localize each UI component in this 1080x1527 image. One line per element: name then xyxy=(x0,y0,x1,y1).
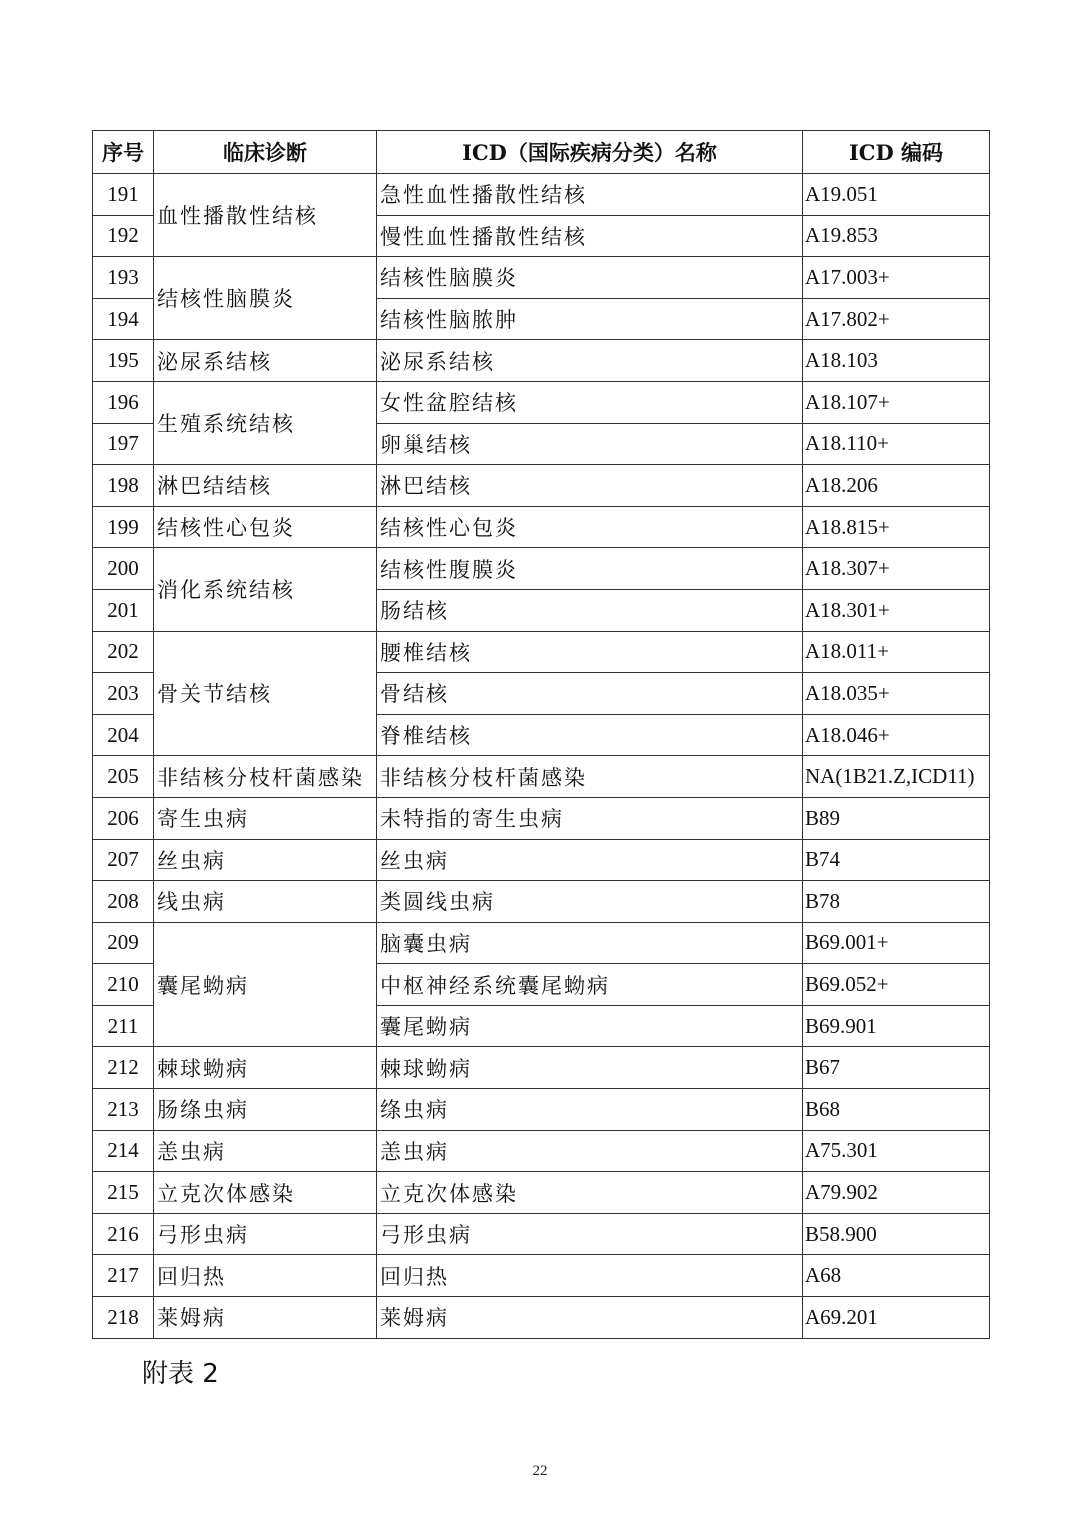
table-row xyxy=(93,465,990,507)
row-icd-name: 结核性腹膜炎 xyxy=(377,548,803,590)
row-icd-name: 囊尾蚴病 xyxy=(377,1005,803,1047)
table-row xyxy=(93,548,990,590)
row-icd-name: 立克次体感染 xyxy=(377,1172,803,1214)
row-icd-code: A18.301+ xyxy=(803,589,990,631)
header-serial: 序号 xyxy=(93,131,154,174)
row-clinical-diagnosis: 泌尿系结核 xyxy=(154,340,377,382)
row-icd-name: 非结核分枝杆菌感染 xyxy=(377,756,803,798)
row-icd-name: 女性盆腔结核 xyxy=(377,381,803,423)
row-serial: 217 xyxy=(93,1255,154,1297)
row-icd-code: A18.815+ xyxy=(803,506,990,548)
row-serial: 206 xyxy=(93,797,154,839)
row-icd-code: B89 xyxy=(803,797,990,839)
row-icd-code: A18.307+ xyxy=(803,548,990,590)
header-icd-code: ICD 编码 xyxy=(803,131,990,174)
row-clinical-diagnosis: 恙虫病 xyxy=(154,1130,377,1172)
row-serial: 204 xyxy=(93,714,154,756)
table-row xyxy=(93,381,990,423)
table-row xyxy=(93,881,990,923)
row-icd-code: A17.003+ xyxy=(803,257,990,299)
appendix-label: 附表 2 xyxy=(142,1359,219,1389)
row-serial: 203 xyxy=(93,673,154,715)
row-clinical-diagnosis: 血性播散性结核 xyxy=(154,174,377,257)
row-serial: 209 xyxy=(93,922,154,964)
row-clinical-diagnosis: 莱姆病 xyxy=(154,1297,377,1339)
header-icd-name: ICD（国际疾病分类）名称 xyxy=(377,131,803,174)
row-icd-code: A69.201 xyxy=(803,1297,990,1339)
row-icd-name: 回归热 xyxy=(377,1255,803,1297)
row-serial: 216 xyxy=(93,1213,154,1255)
table-row xyxy=(93,1255,990,1297)
table-row xyxy=(93,340,990,382)
row-icd-code: A18.011+ xyxy=(803,631,990,673)
row-serial: 200 xyxy=(93,548,154,590)
table-row xyxy=(93,1297,990,1339)
row-serial: 211 xyxy=(93,1005,154,1047)
row-serial: 202 xyxy=(93,631,154,673)
row-icd-code: A18.110+ xyxy=(803,423,990,465)
row-clinical-diagnosis: 立克次体感染 xyxy=(154,1172,377,1214)
row-icd-name: 慢性血性播散性结核 xyxy=(377,215,803,257)
row-icd-name: 弓形虫病 xyxy=(377,1213,803,1255)
header-clinical-diagnosis: 临床诊断 xyxy=(154,131,377,174)
table-row xyxy=(93,922,990,964)
row-serial: 197 xyxy=(93,423,154,465)
row-clinical-diagnosis: 棘球蚴病 xyxy=(154,1047,377,1089)
row-serial: 210 xyxy=(93,964,154,1006)
row-clinical-diagnosis: 弓形虫病 xyxy=(154,1213,377,1255)
row-clinical-diagnosis: 非结核分枝杆菌感染 xyxy=(154,756,377,798)
row-icd-name: 卵巢结核 xyxy=(377,423,803,465)
table-row xyxy=(93,506,990,548)
row-icd-code: B69.001+ xyxy=(803,922,990,964)
row-serial: 212 xyxy=(93,1047,154,1089)
row-clinical-diagnosis: 囊尾蚴病 xyxy=(154,922,377,1047)
row-icd-code: A18.035+ xyxy=(803,673,990,715)
row-serial: 207 xyxy=(93,839,154,881)
row-icd-code: A18.103 xyxy=(803,340,990,382)
row-icd-name: 脊椎结核 xyxy=(377,714,803,756)
table-header-row xyxy=(93,131,990,174)
row-icd-code: A17.802+ xyxy=(803,298,990,340)
row-icd-name: 淋巴结核 xyxy=(377,465,803,507)
row-clinical-diagnosis: 线虫病 xyxy=(154,881,377,923)
row-serial: 191 xyxy=(93,174,154,216)
row-icd-name: 肠结核 xyxy=(377,589,803,631)
table-body xyxy=(93,174,990,1339)
row-serial: 194 xyxy=(93,298,154,340)
row-icd-name: 泌尿系结核 xyxy=(377,340,803,382)
row-serial: 205 xyxy=(93,756,154,798)
row-icd-code: B68 xyxy=(803,1089,990,1131)
row-icd-name: 恙虫病 xyxy=(377,1130,803,1172)
row-clinical-diagnosis: 丝虫病 xyxy=(154,839,377,881)
row-icd-name: 中枢神经系统囊尾蚴病 xyxy=(377,964,803,1006)
row-clinical-diagnosis: 结核性脑膜炎 xyxy=(154,257,377,340)
row-clinical-diagnosis: 回归热 xyxy=(154,1255,377,1297)
row-icd-code: NA(1B21.Z,ICD11) xyxy=(803,756,990,798)
row-clinical-diagnosis: 消化系统结核 xyxy=(154,548,377,631)
row-icd-code: A19.853 xyxy=(803,215,990,257)
row-icd-name: 结核性脑脓肿 xyxy=(377,298,803,340)
row-icd-code: B67 xyxy=(803,1047,990,1089)
row-icd-code: A79.902 xyxy=(803,1172,990,1214)
row-clinical-diagnosis: 淋巴结结核 xyxy=(154,465,377,507)
row-icd-name: 结核性脑膜炎 xyxy=(377,257,803,299)
row-serial: 208 xyxy=(93,881,154,923)
row-icd-code: A18.206 xyxy=(803,465,990,507)
row-icd-code: B69.052+ xyxy=(803,964,990,1006)
row-icd-code: B69.901 xyxy=(803,1005,990,1047)
row-icd-name: 棘球蚴病 xyxy=(377,1047,803,1089)
table-row xyxy=(93,756,990,798)
row-icd-name: 腰椎结核 xyxy=(377,631,803,673)
row-icd-name: 莱姆病 xyxy=(377,1297,803,1339)
row-icd-name: 未特指的寄生虫病 xyxy=(377,797,803,839)
row-serial: 215 xyxy=(93,1172,154,1214)
row-icd-code: B74 xyxy=(803,839,990,881)
row-icd-code: A19.051 xyxy=(803,174,990,216)
row-serial: 218 xyxy=(93,1297,154,1339)
row-icd-code: A75.301 xyxy=(803,1130,990,1172)
row-icd-code: A68 xyxy=(803,1255,990,1297)
row-serial: 195 xyxy=(93,340,154,382)
row-icd-name: 绦虫病 xyxy=(377,1089,803,1131)
row-serial: 199 xyxy=(93,506,154,548)
table-row xyxy=(93,174,990,216)
row-icd-name: 丝虫病 xyxy=(377,839,803,881)
row-clinical-diagnosis: 结核性心包炎 xyxy=(154,506,377,548)
row-serial: 198 xyxy=(93,465,154,507)
row-serial: 213 xyxy=(93,1089,154,1131)
row-icd-name: 骨结核 xyxy=(377,673,803,715)
table-row xyxy=(93,1047,990,1089)
row-icd-name: 结核性心包炎 xyxy=(377,506,803,548)
row-icd-code: A18.046+ xyxy=(803,714,990,756)
row-icd-code: B78 xyxy=(803,881,990,923)
row-serial: 196 xyxy=(93,381,154,423)
row-clinical-diagnosis: 肠绦虫病 xyxy=(154,1089,377,1131)
table-row xyxy=(93,1213,990,1255)
row-serial: 193 xyxy=(93,257,154,299)
table-row xyxy=(93,1130,990,1172)
row-icd-code: A18.107+ xyxy=(803,381,990,423)
table-row xyxy=(93,1089,990,1131)
row-serial: 201 xyxy=(93,589,154,631)
row-icd-name: 脑囊虫病 xyxy=(377,922,803,964)
row-serial: 214 xyxy=(93,1130,154,1172)
row-serial: 192 xyxy=(93,215,154,257)
table-row xyxy=(93,797,990,839)
table-row xyxy=(93,839,990,881)
row-icd-code: B58.900 xyxy=(803,1213,990,1255)
icd-table xyxy=(92,130,990,1339)
row-icd-name: 急性血性播散性结核 xyxy=(377,174,803,216)
row-clinical-diagnosis: 寄生虫病 xyxy=(154,797,377,839)
row-clinical-diagnosis: 骨关节结核 xyxy=(154,631,377,756)
page-number: 22 xyxy=(532,1463,548,1479)
row-icd-name: 类圆线虫病 xyxy=(377,881,803,923)
table-row xyxy=(93,1172,990,1214)
table-row xyxy=(93,631,990,673)
row-clinical-diagnosis: 生殖系统结核 xyxy=(154,381,377,464)
table-row xyxy=(93,257,990,299)
